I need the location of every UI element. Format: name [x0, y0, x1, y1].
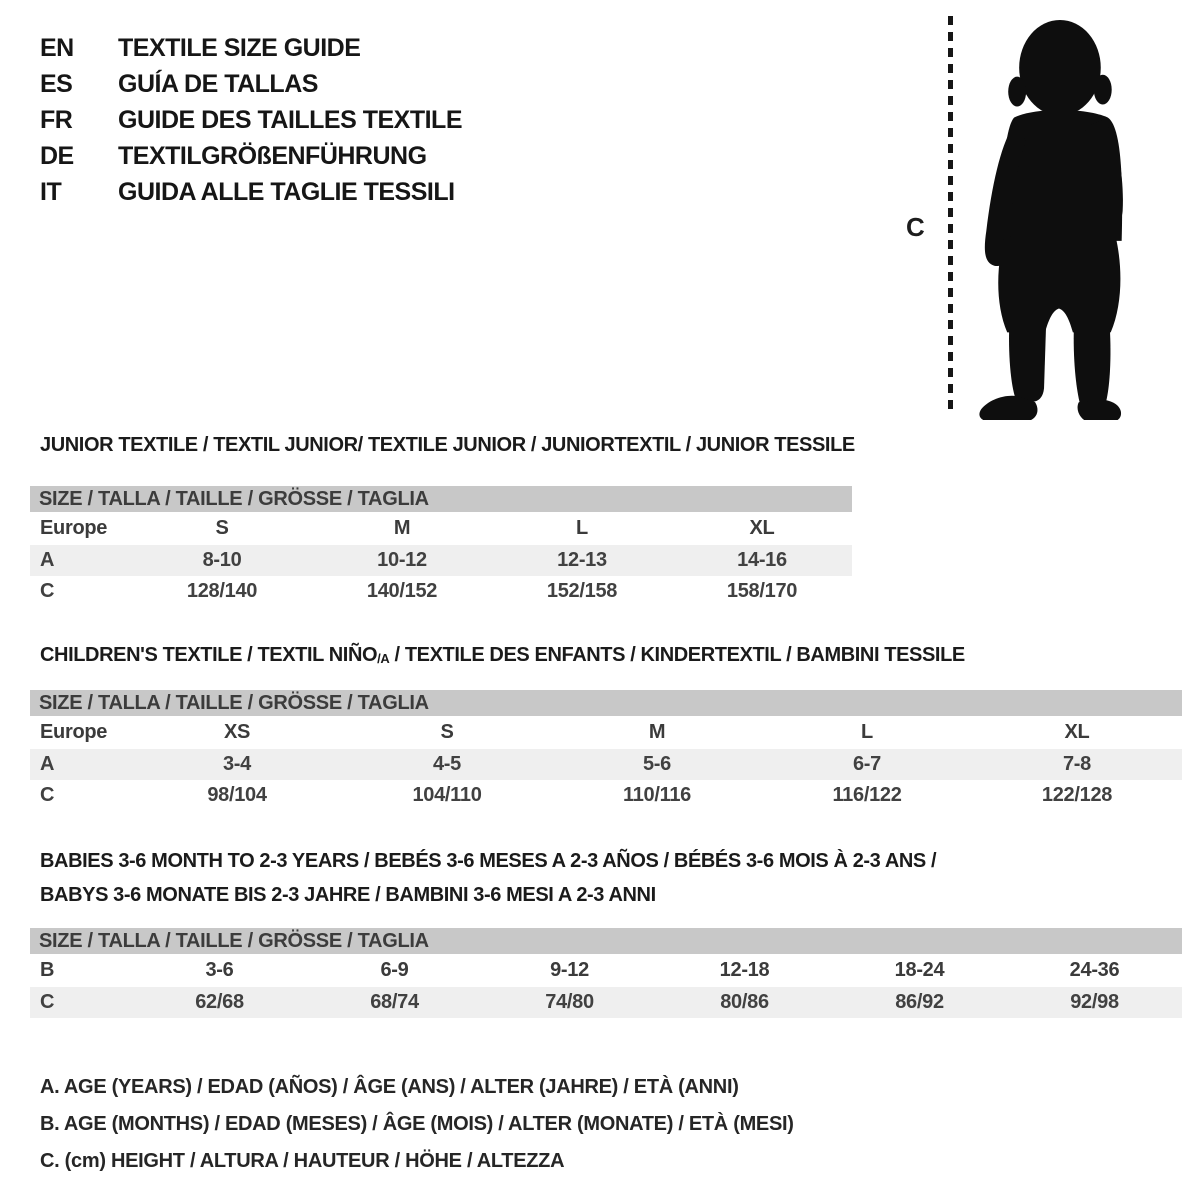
size-value: 80/86 — [720, 991, 769, 1013]
table-row — [30, 749, 1182, 780]
size-value: 14-16 — [737, 549, 787, 571]
note-height-cm: C. (cm) HEIGHT / ALTURA / HAUTEUR / HÖHE / ALTEZZA — [40, 1150, 565, 1172]
children-size-table — [30, 716, 1182, 811]
row-label: A — [40, 753, 55, 775]
language-title: TEXTILE SIZE GUIDE — [118, 33, 361, 62]
size-value: 5-6 — [642, 753, 671, 775]
size-value: 12-13 — [557, 549, 607, 571]
table-row — [30, 545, 852, 576]
list-item — [40, 138, 462, 174]
size-value: 92/98 — [1070, 991, 1119, 1013]
table-row — [30, 716, 1182, 749]
size-column-header: XL — [749, 517, 775, 539]
size-value: 116/122 — [832, 784, 902, 806]
size-value: 10-12 — [377, 549, 427, 571]
size-value: 3-6 — [205, 959, 234, 981]
size-column-header: XS — [223, 721, 251, 743]
list-item — [40, 30, 462, 66]
size-bar-label: SIZE / TALLA / TAILLE / GRÖSSE / TAGLIA — [30, 928, 1182, 954]
heading-subscript: /A — [377, 651, 390, 666]
size-column-header: M — [648, 721, 666, 743]
legend-notes — [40, 1069, 794, 1180]
heading-text: / TEXTILE DES ENFANTS / KINDERTEXTIL / BAMBINI TESSILE — [389, 644, 965, 666]
language-title: TEXTILGRÖßENFÜHRUNG — [118, 141, 427, 170]
size-column-header: S — [440, 721, 454, 743]
size-value: 68/74 — [370, 991, 419, 1013]
region-column-header: Europe — [40, 517, 108, 539]
language-code: DE — [40, 141, 74, 170]
size-value: 4-5 — [432, 753, 461, 775]
junior-size-table-block — [30, 486, 852, 607]
list-item — [40, 174, 462, 210]
babies-section-heading — [40, 844, 936, 912]
junior-size-table — [30, 512, 852, 607]
size-value: 12-18 — [719, 959, 770, 981]
language-code: ES — [40, 69, 73, 98]
note-age-months: B. AGE (MONTHS) / EDAD (MESES) / ÂGE (MOIS) / ALTER (MONATE) / ETÀ (MESI) — [40, 1113, 794, 1135]
babies-size-table — [30, 954, 1182, 1018]
size-value: 140/152 — [366, 580, 438, 602]
size-value: 62/68 — [195, 991, 244, 1013]
heading-line: BABYS 3-6 MONATE BIS 2-3 JAHRE / BAMBINI 3-6 MESI A 2-3 ANNI — [40, 884, 656, 906]
size-value: 6-9 — [380, 959, 409, 981]
size-value: 122/128 — [1041, 784, 1113, 806]
heading-line: BABIES 3-6 MONTH TO 2-3 YEARS / BEBÉS 3-6 MESES A 2-3 AÑOS / BÉBÉS 3-6 MOIS À 2-3 ANS / — [40, 850, 937, 872]
size-value: 110/116 — [623, 784, 691, 806]
size-bar-label: SIZE / TALLA / TAILLE / GRÖSSE / TAGLIA — [30, 486, 852, 512]
size-value: 104/110 — [412, 784, 482, 806]
size-value: 18-24 — [894, 959, 945, 981]
language-code: EN — [40, 33, 74, 62]
size-column-header: M — [393, 517, 411, 539]
row-label: C — [40, 784, 55, 806]
note-age-years: A. AGE (YEARS) / EDAD (AÑOS) / ÂGE (ANS) / ALTER (JAHRE) / ETÀ (ANNI) — [40, 1076, 739, 1098]
size-value: 24-36 — [1069, 959, 1120, 981]
height-measure-label: C — [906, 212, 925, 242]
children-section-heading — [40, 638, 965, 674]
row-label: A — [40, 549, 55, 571]
size-value: 152/158 — [546, 580, 618, 602]
table-row — [30, 987, 1182, 1018]
size-bar-label: SIZE / TALLA / TAILLE / GRÖSSE / TAGLIA — [30, 690, 1182, 716]
table-row — [30, 780, 1182, 811]
region-column-header: Europe — [40, 721, 108, 743]
size-column-header: L — [861, 721, 873, 743]
height-dashed-line — [948, 16, 953, 416]
language-code: FR — [40, 105, 73, 134]
size-value: 158/170 — [726, 580, 798, 602]
row-label: C — [40, 991, 55, 1013]
row-label: C — [40, 580, 55, 602]
list-item — [40, 102, 462, 138]
table-row — [30, 576, 852, 607]
table-row — [30, 954, 1182, 987]
table-row — [30, 512, 852, 545]
size-value: 98/104 — [207, 784, 267, 806]
size-column-header: XL — [1064, 721, 1090, 743]
size-value: 8-10 — [202, 549, 242, 571]
size-value: 3-4 — [222, 753, 251, 775]
language-code: IT — [40, 177, 62, 206]
heading-text: CHILDREN'S TEXTILE / TEXTIL NIÑO — [40, 644, 378, 666]
size-value: 86/92 — [895, 991, 944, 1013]
toddler-silhouette-icon — [962, 12, 1142, 420]
language-title: GUIDA ALLE TAGLIE TESSILI — [118, 177, 455, 206]
size-column-header: L — [576, 517, 588, 539]
junior-section-heading: JUNIOR TEXTILE / TEXTIL JUNIOR/ TEXTILE JUNIOR / JUNIORTEXTIL / JUNIOR TESSILE — [40, 434, 855, 456]
size-value: 128/140 — [186, 580, 258, 602]
size-value: 7-8 — [1062, 753, 1091, 775]
babies-size-table-block — [30, 928, 1182, 1018]
size-column-header: S — [215, 517, 229, 539]
children-size-table-block — [30, 690, 1182, 811]
language-title: GUIDE DES TAILLES TEXTILE — [118, 105, 463, 134]
size-value: 74/80 — [545, 991, 594, 1013]
language-title: GUÍA DE TALLAS — [118, 69, 318, 98]
row-label: B — [40, 959, 55, 981]
language-title-list — [40, 30, 462, 210]
size-value: 6-7 — [852, 753, 881, 775]
size-value: 9-12 — [550, 959, 589, 981]
list-item — [40, 66, 462, 102]
